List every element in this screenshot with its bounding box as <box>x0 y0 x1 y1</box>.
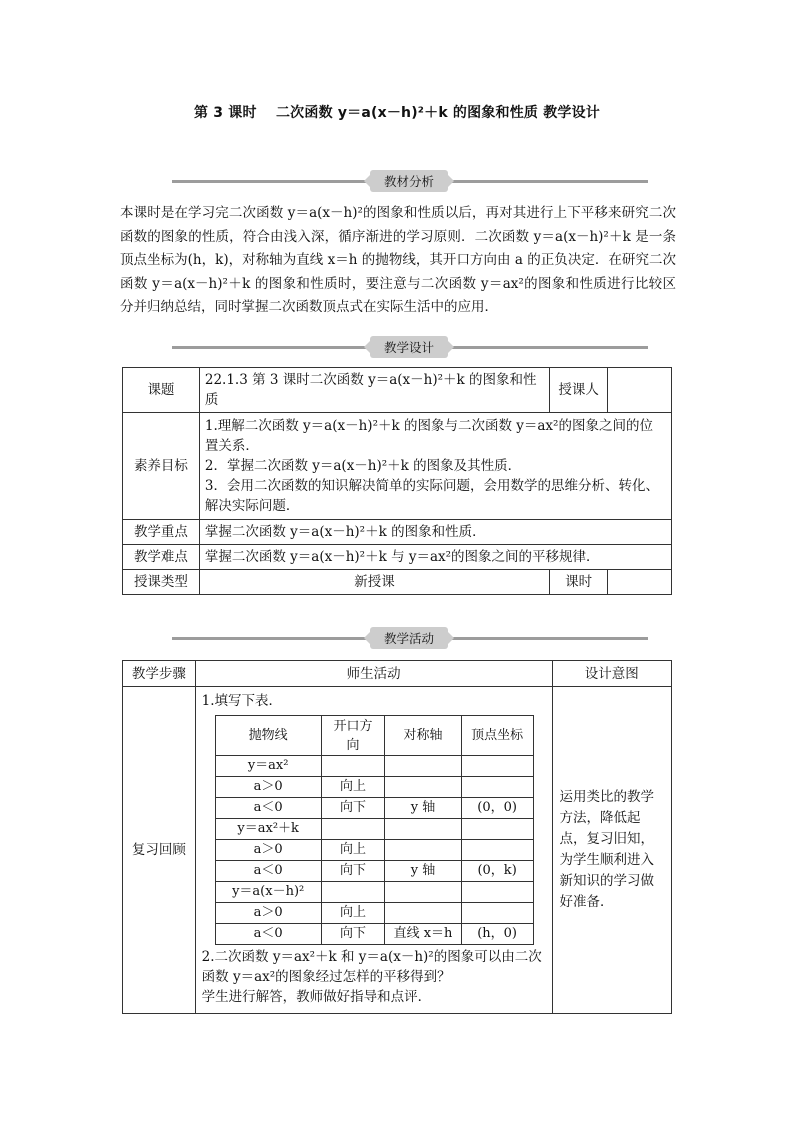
analysis-paragraph: 本课时是在学习完二次函数 y＝a(x－h)²的图象和性质以后，再对其进行上下平移来研究二次函数的图象的性质，符合由浅入深，循序渐进的学习原则．二次函数 y＝a(x－h)²＋k 是一条顶点坐标为(h，k)，对称轴为直线 x＝h 的抛物线，其开口方向由 a 的正负决定．在研究二次函数 y＝a(x－h)²＋k 的图象和性质时，要注意与二次函数 y＝ax²的图象和性质进行比较区分并归纳总结，同时掌握二次函数顶点式在实际生活中的应用． <box>120 205 676 315</box>
question-1: 1.填写下表． <box>201 693 283 709</box>
design-table <box>122 367 672 595</box>
inner-header-axis: 对称轴 <box>385 716 461 756</box>
difficulty-value: 掌握二次函数 y＝a(x－h)²＋k 与 y＝ax²的图象之间的平移规律． <box>199 545 671 570</box>
table-row <box>215 819 533 840</box>
opening-cell: 向上 <box>321 840 385 861</box>
function-cell: y＝ax²＋k <box>215 819 321 840</box>
opening-cell: 向上 <box>321 903 385 924</box>
difficulty-label: 教学难点 <box>123 545 200 570</box>
intent-text: 运用类比的教学方法，降低起点，复习旧知，为学生顺利进入新知识的学习做好准备． <box>559 789 655 910</box>
function-cell: y＝a(x－h)² <box>215 882 321 903</box>
vertex-cell: (0，k) <box>461 861 533 882</box>
topic-value: 22.1.3 第 3 课时二次函数 y＝a(x－h)²＋k 的图象和性质 <box>199 368 549 413</box>
opening-cell: 向下 <box>321 861 385 882</box>
axis-cell <box>385 840 461 861</box>
key-value: 掌握二次函数 y＝a(x－h)²＋k 的图象和性质． <box>199 520 671 545</box>
axis-cell: 直线 x＝h <box>385 924 461 945</box>
vertex-cell: (h，0) <box>461 924 533 945</box>
function-cell: y＝ax² <box>215 756 321 777</box>
table-row <box>215 861 533 882</box>
section-divider-analysis <box>172 170 648 192</box>
table-row <box>215 882 533 903</box>
condition-cell: a＜0 <box>215 861 321 882</box>
header-activity: 师生活动 <box>195 661 552 687</box>
vertex-cell <box>461 756 533 777</box>
activity-table <box>122 660 672 1014</box>
axis-cell <box>385 819 461 840</box>
vertex-cell <box>461 819 533 840</box>
parabola-table <box>215 715 534 945</box>
table-row <box>215 777 533 798</box>
hours-value <box>608 570 672 595</box>
axis-cell: y 轴 <box>385 861 461 882</box>
axis-cell: y 轴 <box>385 798 461 819</box>
goal-item: 2．掌握二次函数 y＝a(x－h)²＋k 的图象及其性质． <box>204 458 522 474</box>
type-label: 授课类型 <box>123 570 200 595</box>
hours-label: 课时 <box>550 570 608 595</box>
condition-cell: a＜0 <box>215 798 321 819</box>
condition-cell: a＞0 <box>215 777 321 798</box>
table-row <box>215 756 533 777</box>
condition-cell: a＞0 <box>215 903 321 924</box>
table-row <box>215 924 533 945</box>
table-row <box>215 903 533 924</box>
teacher-value <box>608 368 672 413</box>
section-divider-activity <box>172 627 648 649</box>
section-divider-design <box>172 336 648 358</box>
condition-cell: a＞0 <box>215 840 321 861</box>
header-step: 教学步骤 <box>123 661 196 687</box>
goal-item: 1.理解二次函数 y＝a(x－h)²＋k 的图象与二次函数 y＝ax²的图象之间的位置关系． <box>204 418 653 454</box>
vertex-cell <box>461 882 533 903</box>
question-2: 2.二次函数 y＝ax²＋k 和 y＝a(x－h)²的图象可以由二次函数 y＝ax²的图象经过怎样的平移得到？ <box>201 949 542 985</box>
header-intent: 设计意图 <box>552 661 671 687</box>
goal-item: 3．会用二次函数的知识解决简单的实际问题，会用数学的思维分析、转化、解决实际问题． <box>204 478 659 514</box>
step-review: 复习回顾 <box>123 687 196 1014</box>
type-value: 新授课 <box>199 570 549 595</box>
inner-header-parabola: 抛物线 <box>215 716 321 756</box>
section-badge-analysis: 教材分析 <box>370 170 448 192</box>
activity-cell <box>195 687 552 1014</box>
opening-cell <box>321 882 385 903</box>
condition-cell: a＜0 <box>215 924 321 945</box>
axis-cell <box>385 777 461 798</box>
goals-cell <box>199 413 671 520</box>
topic-label: 课题 <box>123 368 200 413</box>
axis-cell <box>385 756 461 777</box>
question-2-note: 学生进行解答，教师做好指导和点评． <box>201 989 432 1005</box>
opening-cell: 向上 <box>321 777 385 798</box>
section-badge-activity: 教学活动 <box>370 627 448 649</box>
axis-cell <box>385 903 461 924</box>
table-row <box>215 798 533 819</box>
opening-cell <box>321 756 385 777</box>
opening-cell <box>321 819 385 840</box>
opening-cell: 向下 <box>321 798 385 819</box>
opening-cell: 向下 <box>321 924 385 945</box>
opening-label: 开口方向 <box>333 718 373 753</box>
section-badge-design: 教学设计 <box>370 336 448 358</box>
vertex-cell <box>461 903 533 924</box>
inner-header-opening <box>321 716 385 756</box>
axis-cell <box>385 882 461 903</box>
teacher-label: 授课人 <box>550 368 608 413</box>
goals-label: 素养目标 <box>123 413 200 520</box>
inner-header-vertex: 顶点坐标 <box>461 716 533 756</box>
key-label: 教学重点 <box>123 520 200 545</box>
vertex-cell <box>461 840 533 861</box>
vertex-cell: (0，0) <box>461 798 533 819</box>
intent-cell <box>552 687 671 1014</box>
table-row <box>215 840 533 861</box>
vertex-cell <box>461 777 533 798</box>
page-title: 第 3 课时 二次函数 y＝a(x－h)²＋k 的图象和性质 教学设计 <box>194 105 600 121</box>
